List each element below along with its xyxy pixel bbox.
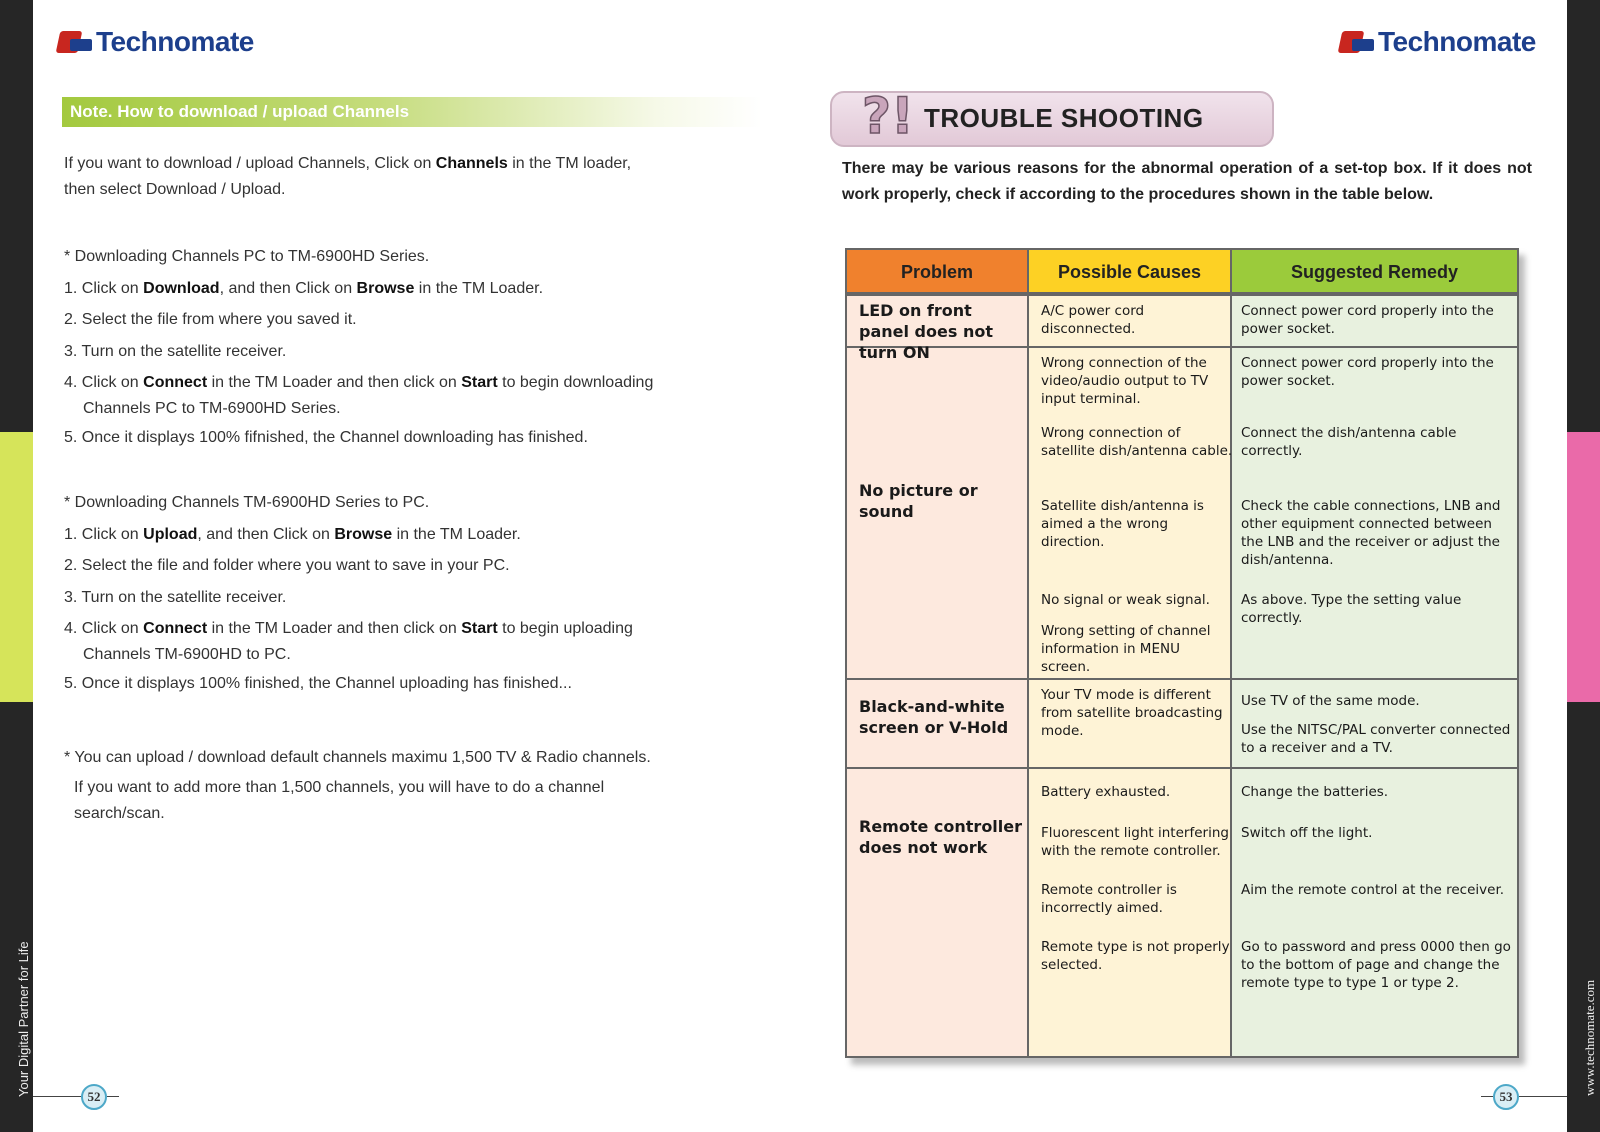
website-url: www.technomate.com: [1582, 979, 1597, 1096]
header-problem: Problem: [845, 248, 1029, 294]
download-step-3: 3. Turn on the satellite receiver.: [64, 342, 287, 360]
question-exclamation-icon: ?!: [862, 87, 914, 145]
problem-remote: Remote controller does not work: [859, 817, 1023, 857]
problem-no-picture: No picture or sound: [859, 481, 978, 521]
intro-paragraph: [64, 151, 764, 203]
trouble-shooting-banner: [830, 87, 1274, 147]
footnote: [64, 745, 784, 827]
remedy: Use TV of the same mode.: [1241, 693, 1420, 709]
download-step-1: 1. Click on Download, and then Click on Browse in the TM Loader.: [64, 279, 544, 297]
page-number-right: 53: [1493, 1084, 1519, 1110]
right-edge-accent: [1567, 432, 1600, 702]
upload-step-2: 2. Select the file and folder where you want to save in your PC.: [64, 557, 510, 574]
trouble-shooting-title: TROUBLE SHOOTING: [924, 103, 1204, 133]
logo-icon: [58, 29, 92, 55]
download-instructions: [64, 241, 764, 454]
footnote-line-1: * You can upload / download default channels maximu 1,500 TV & Radio channels.: [64, 749, 651, 766]
cause: Your TV mode is different from satellite broadcasting mode.: [1041, 687, 1223, 739]
download-step-5: 5. Once it displays 100% fifnished, the Channel downloading has finished.: [64, 429, 588, 446]
remedy: Connect power cord properly into the power socket.: [1241, 355, 1494, 389]
remedy: Check the cable connections, LNB and other equipment connected between the LNB and the receiver or adjust the dish/antenna.: [1241, 498, 1501, 568]
page-number-left: 52: [81, 1084, 107, 1110]
download-heading: * Downloading Channels PC to TM-6900HD Series.: [64, 248, 430, 265]
cause: A/C power cord disconnected.: [1041, 303, 1145, 337]
note-title-bar: [62, 97, 762, 127]
footnote-line-2: If you want to add more than 1,500 channels, you will have to do a channel: [74, 779, 605, 796]
page-number-rule: [33, 1096, 81, 1097]
remedy: As above. Type the setting value correctly.: [1241, 592, 1462, 626]
header-causes: Possible Causes: [1027, 248, 1232, 294]
cause: Fluorescent light interfering with the remote controller.: [1041, 825, 1229, 859]
problem-black-white: Black-and-white screen or V-Hold: [859, 697, 1009, 737]
upload-heading: * Downloading Channels TM-6900HD Series to PC.: [64, 494, 430, 511]
header-remedy: Suggested Remedy: [1230, 248, 1519, 294]
remedy: Aim the remote control at the receiver.: [1241, 882, 1505, 898]
upload-step-1: 1. Click on Upload, and then Click on Browse in the TM Loader.: [64, 525, 521, 543]
cause: Remote controller is incorrectly aimed.: [1041, 882, 1177, 916]
page-number-rule: [1519, 1096, 1567, 1097]
row-divider: [845, 678, 1519, 680]
remedy: Connect power cord properly into the power socket.: [1241, 303, 1494, 337]
cause: Battery exhausted.: [1041, 784, 1171, 800]
cause: Remote type is not properly selected.: [1041, 939, 1230, 973]
remedy: Connect the dish/antenna cable correctly.: [1241, 425, 1457, 459]
brand-logo-right: [1340, 26, 1536, 58]
upload-step-5: 5. Once it displays 100% finished, the Channel uploading has finished...: [64, 675, 572, 692]
download-step-2: 2. Select the file from where you saved it.: [64, 311, 357, 328]
left-edge-accent: [0, 432, 33, 702]
intro-line-2: then select Download / Upload.: [64, 181, 286, 198]
cause: Wrong setting of channel information in MENU screen.: [1041, 623, 1211, 675]
cause: Wrong connection of satellite dish/antenna cable.: [1041, 425, 1233, 459]
note-title: Note. How to download / upload Channels: [70, 102, 410, 121]
brand-name: Technomate: [1378, 26, 1536, 57]
remedy: Switch off the light.: [1241, 825, 1373, 841]
row-divider: [845, 294, 1519, 296]
brand-logo-left: [58, 26, 254, 58]
upload-instructions: [64, 487, 764, 700]
remedy: Change the batteries.: [1241, 784, 1389, 800]
download-step-4: 4. Click on Connect in the TM Loader and then click on Start to begin downloading Channels PC to TM-6900HD Series.: [64, 374, 654, 417]
upload-step-4: 4. Click on Connect in the TM Loader and then click on Start to begin uploading Channels TM-6900HD to PC.: [64, 620, 633, 663]
trouble-shooting-table: [845, 248, 1519, 1058]
remedy: Go to password and press 0000 then go to the bottom of page and change the remote type to type 1 or type 2.: [1241, 939, 1511, 991]
row-divider: [845, 767, 1519, 769]
tagline: Your Digital Partner for Life: [16, 941, 31, 1097]
problem-led: LED on front panel does not turn ON: [859, 301, 993, 362]
cause: No signal or weak signal.: [1041, 592, 1210, 608]
remedy: Use the NITSC/PAL converter connected to a receiver and a TV.: [1241, 722, 1511, 756]
problem-column: [845, 248, 1029, 1058]
cause: Satellite dish/antenna is aimed a the wrong direction.: [1041, 498, 1204, 550]
intro-line-1: If you want to download / upload Channels, Click on Channels in the TM loader,: [64, 155, 632, 172]
upload-step-3: 3. Turn on the satellite receiver.: [64, 588, 287, 606]
logo-icon: [1340, 29, 1374, 55]
page-number-rule: [107, 1096, 119, 1097]
page-number-rule: [1481, 1096, 1493, 1097]
trouble-shooting-intro: There may be various reasons for the abnormal operation of a set-top box. If it does not work properly, check if according to the procedures shown in the table below.: [842, 160, 1532, 203]
cause: Wrong connection of the video/audio output to TV input terminal.: [1041, 355, 1209, 407]
brand-name: Technomate: [96, 26, 254, 57]
footnote-line-3: search/scan.: [74, 805, 165, 822]
right-edge-strip: [1567, 0, 1600, 1132]
